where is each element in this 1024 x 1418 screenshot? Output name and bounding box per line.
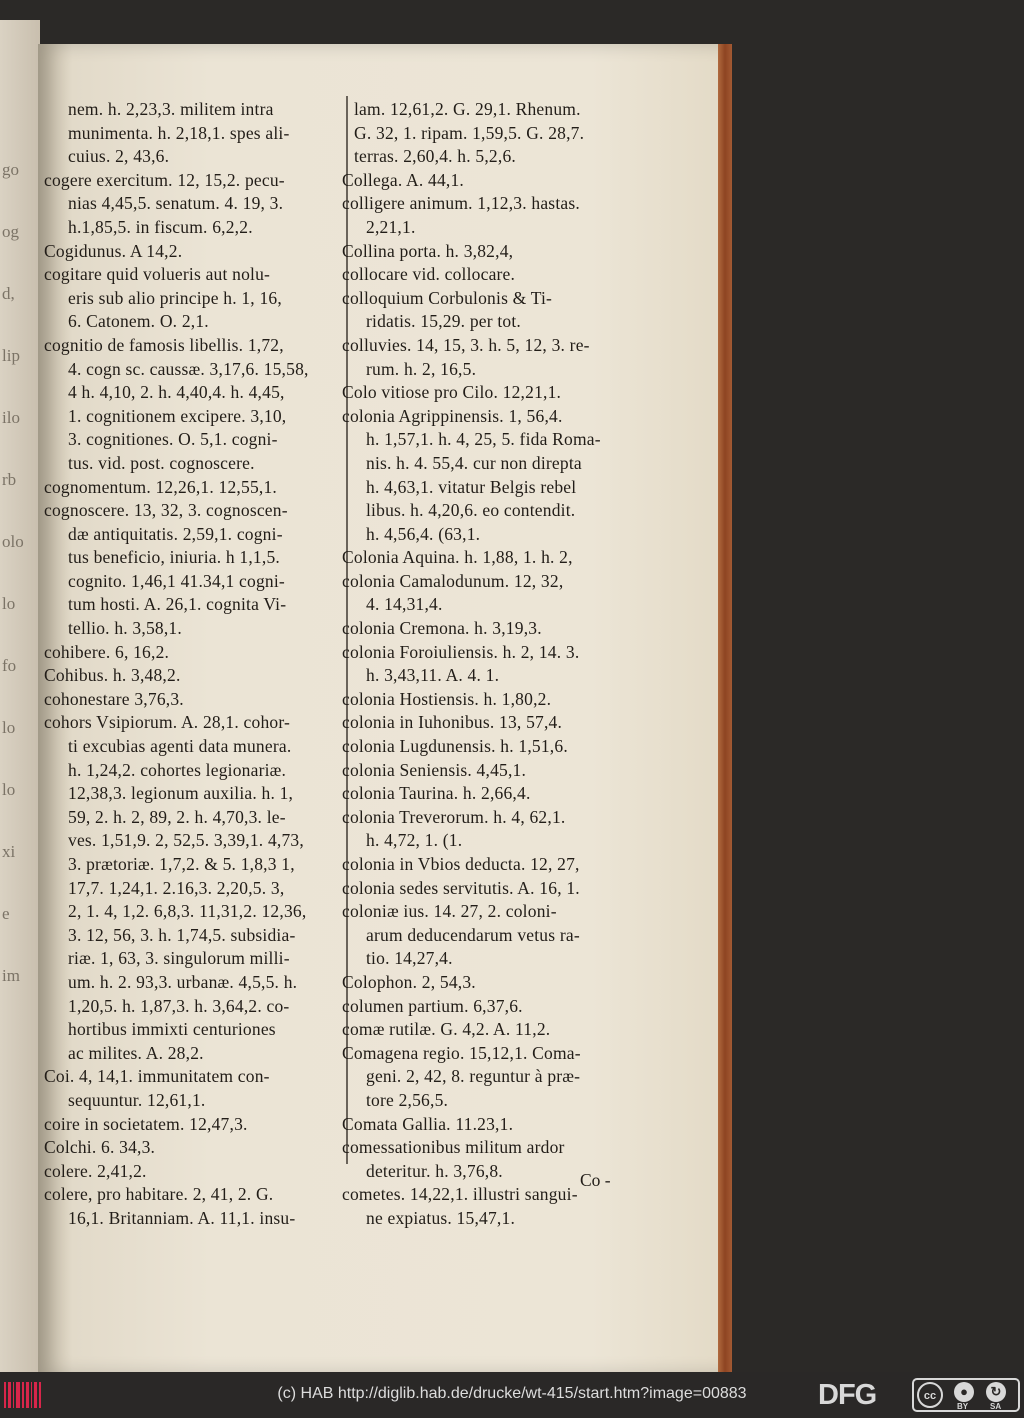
index-line: cohonestare 3,76,3. xyxy=(44,688,184,709)
index-line: comessationibus militum ardor xyxy=(342,1137,565,1158)
previous-page-fragment: go xyxy=(2,160,19,179)
index-line: ves. 1,51,9. 2, 52,5. 3,39,1. 4,73, xyxy=(68,830,304,851)
index-line: eris sub alio principe h. 1, 16, xyxy=(68,287,282,308)
index-line: riæ. 1, 63, 3. singulorum milli- xyxy=(68,948,290,969)
sa-share-alike-icon: ↻ xyxy=(986,1382,1006,1402)
index-line: tus beneficio, iniuria. h 1,1,5. xyxy=(68,547,280,568)
page-edge-red xyxy=(718,44,732,1372)
index-line: terras. 2,60,4. h. 5,2,6. xyxy=(354,146,516,167)
index-line: nias 4,45,5. senatum. 4. 19, 3. xyxy=(68,193,284,214)
previous-page-fragment: lo xyxy=(2,594,16,613)
index-line: h. 4,56,4. (63,1. xyxy=(366,523,481,544)
index-line: Coi. 4, 14,1. immunitatem con- xyxy=(44,1066,270,1087)
by-attribution-icon: ● xyxy=(954,1382,974,1402)
previous-page-edge xyxy=(0,20,40,1372)
index-line: colonia Camalodunum. 12, 32, xyxy=(342,570,564,591)
previous-page-fragment: lip xyxy=(2,346,20,365)
previous-page-fragment: lo xyxy=(2,780,16,799)
index-line: 17,7. 1,24,1. 2.16,3. 2,20,5. 3, xyxy=(68,877,285,898)
index-line: h. 4,72, 1. (1. xyxy=(366,830,463,851)
index-line: cogere exercitum. 12, 15,2. pecu- xyxy=(44,169,285,190)
index-line: colonia Agrippinensis. 1, 56,4. xyxy=(342,405,563,426)
cc-icon: cc xyxy=(917,1382,943,1408)
index-line: 4. 14,31,4. xyxy=(366,594,443,615)
index-line: cohibere. 6, 16,2. xyxy=(44,641,170,662)
cc-license-badge[interactable] xyxy=(912,1378,1020,1412)
index-line: lam. 12,61,2. G. 29,1. Rhenum. xyxy=(354,99,581,119)
index-line: h. 3,43,11. A. 4. 1. xyxy=(366,665,500,686)
index-line: Comagena regio. 15,12,1. Coma- xyxy=(342,1042,581,1063)
index-column-left xyxy=(44,98,336,1231)
index-line: munimenta. h. 2,18,1. spes ali- xyxy=(68,122,290,143)
previous-page-fragment: e xyxy=(2,904,10,923)
index-line: 12,38,3. legionum auxilia. h. 1, xyxy=(68,783,294,804)
index-line: tore 2,56,5. xyxy=(366,1089,449,1110)
index-line: colloquium Corbulonis & Ti- xyxy=(342,287,553,308)
index-column-right xyxy=(342,98,654,1231)
index-line: colligere animum. 1,12,3. hastas. xyxy=(342,193,580,214)
index-line: 2,21,1. xyxy=(366,216,416,237)
index-line: colonia Treverorum. h. 4, 62,1. xyxy=(342,806,566,827)
index-line: cohors Vsipiorum. A. 28,1. cohor- xyxy=(44,712,291,733)
index-line: arum deducendarum vetus ra- xyxy=(366,924,580,945)
catchword: Co - xyxy=(580,1170,611,1190)
index-line: Colo vitiose pro Cilo. 12,21,1. xyxy=(342,382,562,403)
index-line: ti excubias agenti data munera. xyxy=(68,736,292,757)
index-line: deteritur. h. 3,76,8. xyxy=(366,1160,503,1181)
viewer-footer xyxy=(0,1372,1024,1418)
index-line: cognomentum. 12,26,1. 12,55,1. xyxy=(44,476,277,497)
index-line: h. 1,57,1. h. 4, 25, 5. fida Roma- xyxy=(366,429,601,450)
previous-page-fragment: im xyxy=(2,966,20,985)
index-line: tum hosti. A. 26,1. cognita Vi- xyxy=(68,594,287,615)
index-line: nem. h. 2,23,3. militem intra xyxy=(68,99,274,119)
index-line: cognito. 1,46,1 41.34,1 cogni- xyxy=(68,570,285,591)
index-line: colonia in Vbios deducta. 12, 27, xyxy=(342,854,580,874)
index-line: 3. prætoriæ. 1,7,2. & 5. 1,8,3 1, xyxy=(68,854,295,874)
index-line: 6. Catonem. O. 2,1. xyxy=(68,311,209,332)
index-line: Colonia Aquina. h. 1,88, 1. h. 2, xyxy=(342,547,573,568)
index-line: cognoscere. 13, 32, 3. cognoscen- xyxy=(44,500,288,521)
index-line: 1. cognitionem excipere. 3,10, xyxy=(68,405,287,426)
index-line: h. 1,24,2. cohortes legionariæ. xyxy=(68,759,287,780)
sa-label: SA xyxy=(990,1402,1002,1411)
index-line: h. 4,63,1. vitatur Belgis rebel xyxy=(366,476,577,497)
previous-page-fragment: fo xyxy=(2,656,17,675)
index-line: coloniæ ius. 14. 27, 2. coloni- xyxy=(342,901,557,922)
previous-page-fragment: lo xyxy=(2,718,16,737)
by-label: BY xyxy=(957,1402,969,1411)
index-line: 1,20,5. h. 1,87,3. h. 3,64,2. co- xyxy=(68,995,290,1016)
index-line: tus. vid. post. cognoscere. xyxy=(68,452,255,473)
index-line: 2, 1. 4, 1,2. 6,8,3. 11,31,2. 12,36, xyxy=(68,901,307,922)
index-line: colere, pro habitare. 2, 41, 2. G. xyxy=(44,1184,274,1205)
index-line: 3. cognitiones. O. 5,1. cogni- xyxy=(68,429,278,450)
index-line: Cohibus. h. 3,48,2. xyxy=(44,665,181,686)
index-line: cometes. 14,22,1. illustri sangui- xyxy=(342,1184,578,1205)
previous-page-fragment: xi xyxy=(2,842,16,861)
index-line: columen partium. 6,37,6. xyxy=(342,995,523,1016)
index-line: colonia in Iuhonibus. 13, 57,4. xyxy=(342,712,563,733)
index-line: Colchi. 6. 34,3. xyxy=(44,1137,156,1158)
index-line: comæ rutilæ. G. 4,2. A. 11,2. xyxy=(342,1019,551,1040)
index-line: colluvies. 14, 15, 3. h. 5, 12, 3. re- xyxy=(342,334,590,355)
index-line: Comata Gallia. 11.23,1. xyxy=(342,1113,514,1134)
index-line: rum. h. 2, 16,5. xyxy=(366,358,477,379)
index-line: h.1,85,5. in fiscum. 6,2,2. xyxy=(68,216,253,237)
index-line: G. 32, 1. ripam. 1,59,5. G. 28,7. xyxy=(354,122,585,143)
index-line: Collega. A. 44,1. xyxy=(342,169,465,190)
copyright-credit-link[interactable]: (c) HAB http://diglib.hab.de/drucke/wt-415/start.htm?image=00883 xyxy=(277,1385,747,1402)
index-line: Cogidunus. A 14,2. xyxy=(44,240,183,261)
previous-page-fragment: rb xyxy=(2,470,17,489)
index-line: Collina porta. h. 3,82,4, xyxy=(342,240,514,261)
index-line: colonia Hostiensis. h. 1,80,2. xyxy=(342,688,552,709)
previous-page-fragment: ilo xyxy=(2,408,20,427)
index-line: 59, 2. h. 2, 89, 2. h. 4,70,3. le- xyxy=(68,806,286,827)
index-line: nis. h. 4. 55,4. cur non direpta xyxy=(366,452,582,473)
previous-page-fragment: og xyxy=(2,222,19,241)
index-line: 16,1. Britanniam. A. 11,1. insu- xyxy=(68,1207,296,1228)
index-line: cognitio de famosis libellis. 1,72, xyxy=(44,334,284,355)
previous-page-fragment: d, xyxy=(2,284,15,303)
index-line: 4 h. 4,10, 2. h. 4,40,4. h. 4,45, xyxy=(68,382,285,403)
index-line: colere. 2,41,2. xyxy=(44,1160,147,1181)
index-line: geni. 2, 42, 8. reguntur à præ- xyxy=(366,1066,581,1087)
previous-page-fragment: olo xyxy=(2,532,24,551)
index-line: colonia Taurina. h. 2,66,4. xyxy=(342,783,531,804)
index-line: cogitare quid volueris aut nolu- xyxy=(44,264,271,285)
index-line: um. h. 2. 93,3. urbanæ. 4,5,5. h. xyxy=(68,971,298,992)
index-line: hortibus immixti centuriones xyxy=(68,1019,276,1040)
index-line: sequuntur. 12,61,1. xyxy=(68,1089,206,1110)
index-line: ridatis. 15,29. per tot. xyxy=(366,311,521,332)
index-line: colonia Foroiuliensis. h. 2, 14. 3. xyxy=(342,641,580,662)
index-line: collocare vid. collocare. xyxy=(342,264,516,285)
index-line: 3. 12, 56, 3. h. 1,74,5. subsidia- xyxy=(68,924,296,945)
index-line: colonia Seniensis. 4,45,1. xyxy=(342,759,527,780)
index-line: coire in societatem. 12,47,3. xyxy=(44,1113,248,1134)
index-line: Colophon. 2, 54,3. xyxy=(342,971,476,992)
index-line: colonia sedes servitutis. A. 16, 1. xyxy=(342,877,580,898)
index-line: dæ antiquitatis. 2,59,1. cogni- xyxy=(68,523,283,544)
index-line: ac milites. A. 28,2. xyxy=(68,1042,204,1063)
index-line: ne expiatus. 15,47,1. xyxy=(366,1207,516,1228)
index-line: colonia Cremona. h. 3,19,3. xyxy=(342,618,542,639)
index-line: tio. 14,27,4. xyxy=(366,948,453,969)
index-line: cuius. 2, 43,6. xyxy=(68,146,170,167)
index-line: libus. h. 4,20,6. eo contendit. xyxy=(366,500,576,521)
index-line: 4. cogn sc. caussæ. 3,17,6. 15,58, xyxy=(68,358,309,379)
index-line: colonia Lugdunensis. h. 1,51,6. xyxy=(342,736,568,757)
dfg-logo: DFG xyxy=(818,1379,877,1411)
index-line: tellio. h. 3,58,1. xyxy=(68,618,182,639)
